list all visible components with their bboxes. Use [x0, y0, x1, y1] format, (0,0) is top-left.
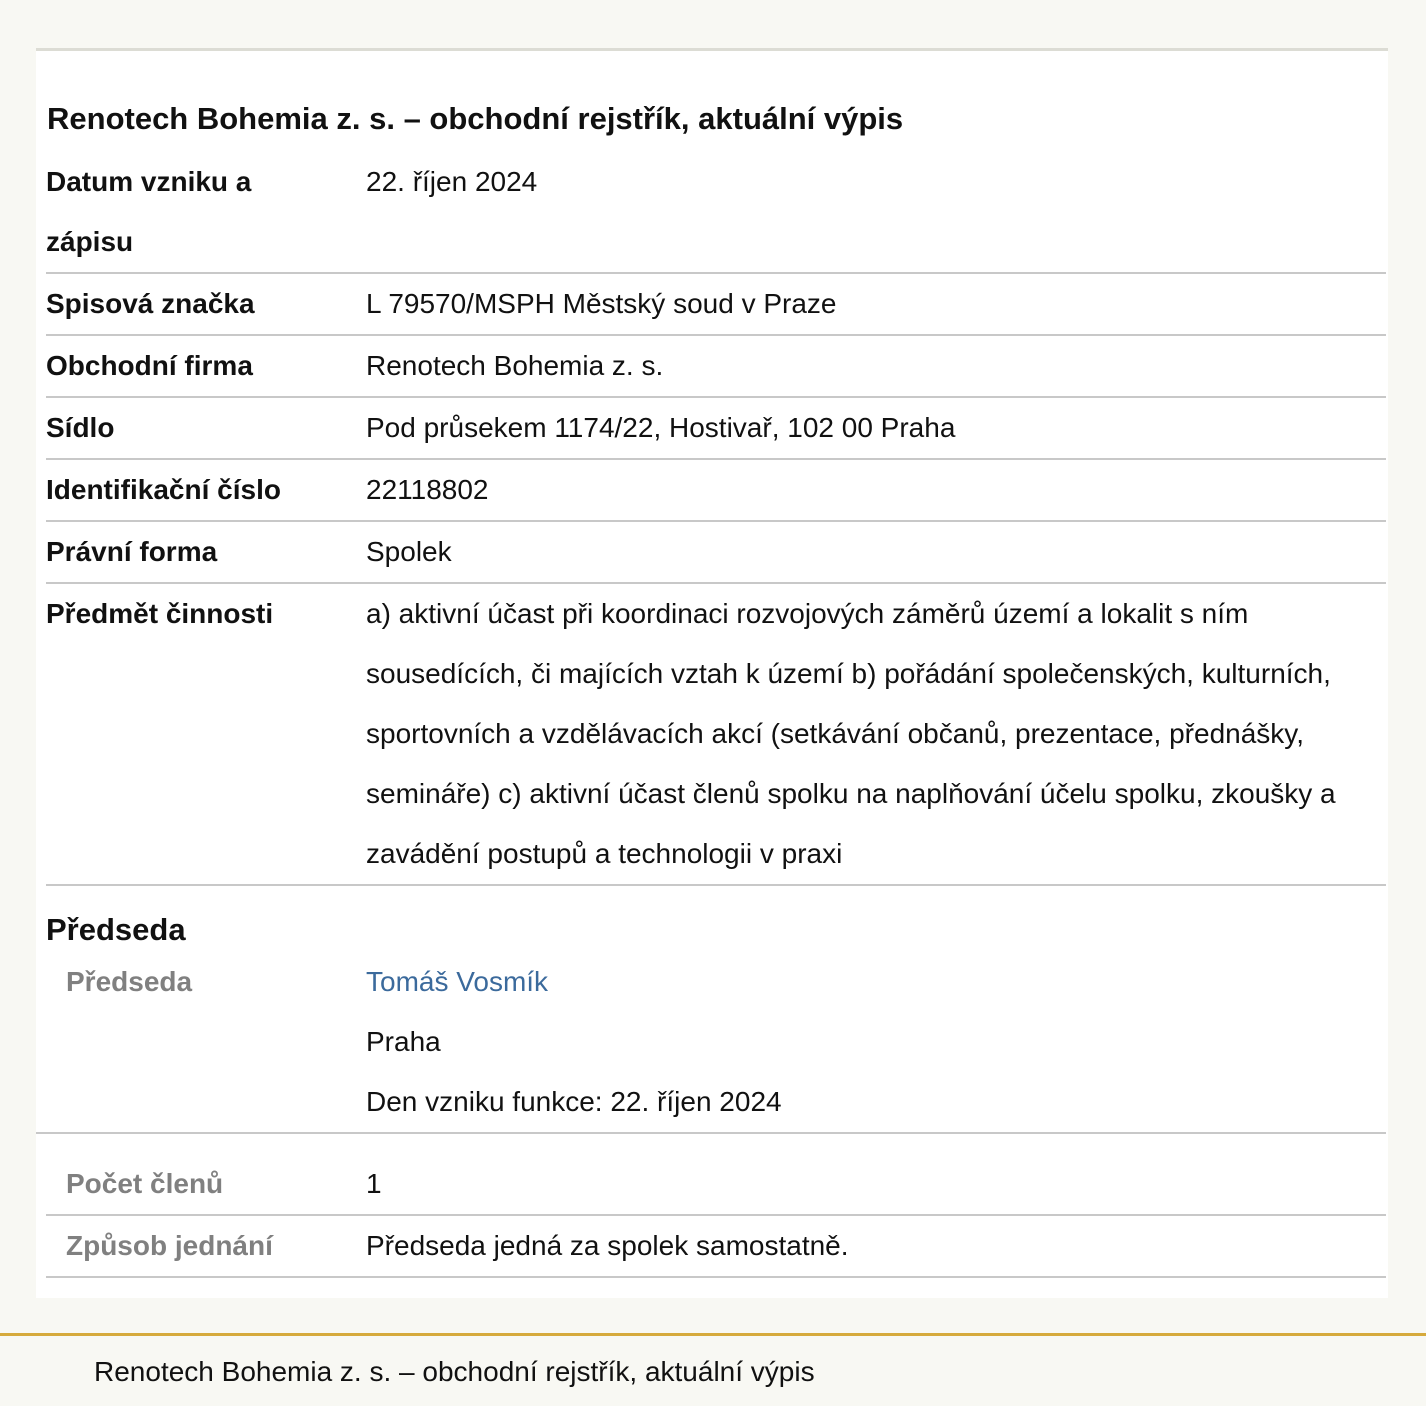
row-label: Identifikační číslo — [46, 474, 281, 505]
register-extract-card — [36, 51, 1388, 1298]
row-label: Předmět činnosti — [46, 598, 274, 629]
row-pravni-forma — [46, 522, 1386, 584]
row-value: a) aktivní účast při koordinaci rozvojových záměrů území a lokalit s ním sousedících, či majících vztah k území b) pořádání společenských, kulturních, sportovních a vzdělávacích akcí (setkávání občanů, prezentace, přednášky, semináře) c) aktivní účast členů spolku na naplňování účelu spolku, zkoušky a zavádění postupů a technologii v praxi — [366, 598, 1336, 869]
row-value: Renotech Bohemia z. s. — [366, 350, 664, 381]
row-value: Předseda jedná za spolek samostatně. — [366, 1230, 849, 1261]
row-value: Spolek — [366, 536, 452, 567]
row-sidlo — [46, 398, 1386, 460]
function-start-date: Den vzniku funkce: 22. říjen 2024 — [366, 1086, 782, 1117]
row-label: Počet členů — [66, 1168, 224, 1199]
row-zpusob-jednani — [46, 1216, 1386, 1278]
row-label: Právní forma — [46, 536, 218, 567]
row-pocet-clenu — [46, 1154, 1386, 1216]
row-spisova-znacka — [46, 274, 1386, 336]
section-heading-predseda: Předseda — [46, 912, 186, 947]
row-label: Datum vzniku a zápisu — [46, 166, 252, 257]
person-city: Praha — [366, 1026, 441, 1057]
row-label: Způsob jednání — [66, 1230, 273, 1261]
row-value: L 79570/MSPH Městský soud v Praze — [366, 288, 837, 319]
footer-divider — [0, 1333, 1426, 1336]
row-label: Obchodní firma — [46, 350, 253, 381]
person-link-chair[interactable]: Tomáš Vosmík — [366, 966, 549, 997]
row-obchodni-firma — [46, 336, 1386, 398]
row-predmet-cinnosti — [46, 584, 1386, 886]
row-value — [366, 952, 1386, 1132]
row-identifikacni-cislo — [46, 460, 1386, 522]
row-label: Spisová značka — [46, 288, 255, 319]
row-predseda — [46, 952, 1386, 1132]
register-table — [46, 152, 1386, 1278]
row-label: Předseda — [66, 966, 193, 997]
page-title: Renotech Bohemia z. s. – obchodní rejstřík, aktuální výpis — [47, 101, 904, 136]
spacer — [46, 1134, 1386, 1154]
row-value: Pod průsekem 1174/22, Hostivař, 102 00 Praha — [366, 412, 956, 443]
row-value: 1 — [366, 1168, 382, 1199]
row-value: 22118802 — [366, 474, 489, 505]
row-datum-vzniku — [46, 152, 1386, 274]
chair-block — [36, 952, 1386, 1134]
row-value: 22. říjen 2024 — [366, 166, 538, 197]
row-label: Sídlo — [46, 412, 115, 443]
footer-title: Renotech Bohemia z. s. – obchodní rejstřík, aktuální výpis — [94, 1356, 815, 1387]
